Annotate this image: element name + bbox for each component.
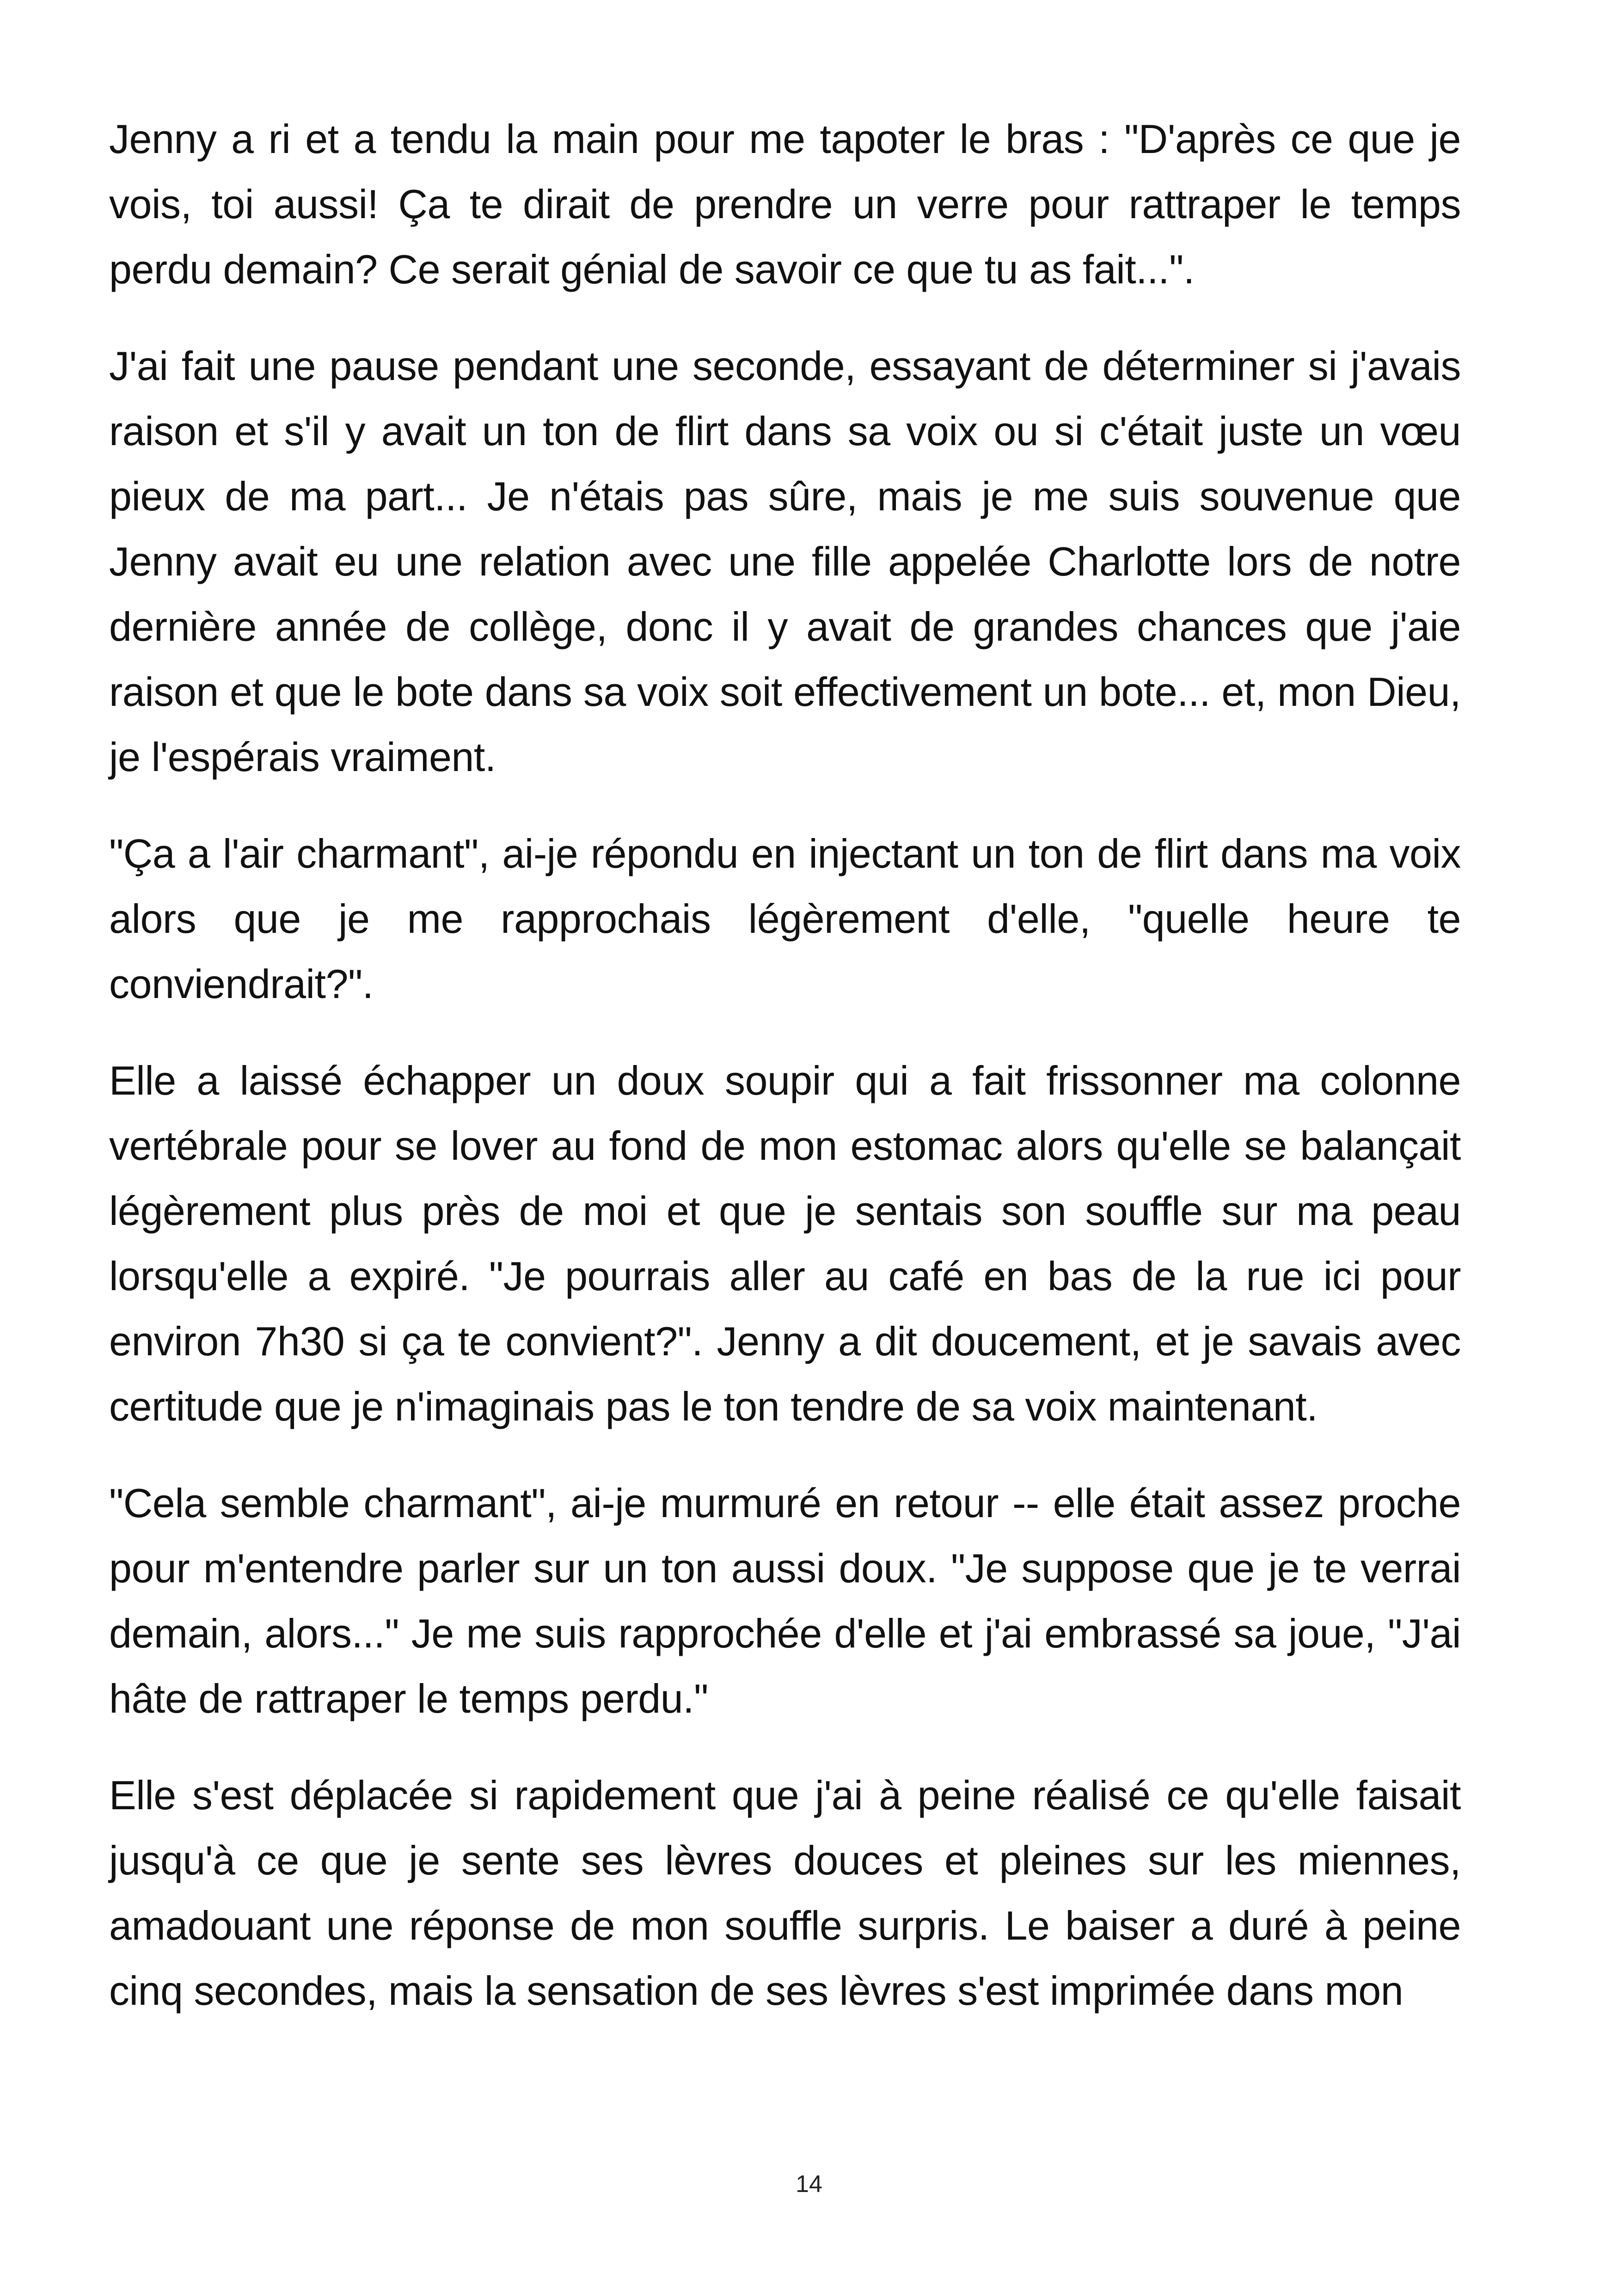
paragraph: J'ai fait une pause pendant une seconde, essayant de déterminer si j'avais raison et s'il y avait un ton de flirt dans sa voix ou si c'était juste un vœu pieux de ma part... Je n'étais pas sûre, mais je me suis souvenue que Jenny avait eu une relation avec une fille appelée Charlotte lors de notre dernière année de collège, donc il y avait de grandes chances que j'aie raison et que le bote dans sa voix soit effectivement un bote... et, mon Dieu, je l'espérais vraiment. <box>109 343 1461 780</box>
page-number: 14 <box>796 2171 822 2198</box>
paragraph: "Ça a l'air charmant", ai-je répondu en injectant un ton de flirt dans ma voix alors que je me rapprochais légèrement d'elle, "quelle heure te conviendrait?". <box>109 831 1461 1007</box>
paragraph: Elle a laissé échapper un doux soupir qui a fait frissonner ma colonne vertébrale pour se lover au fond de mon estomac alors qu'elle se balançait légèrement plus près de moi et que je sentais son souffle sur ma peau lorsqu'elle a expiré. "Je pourrais aller au café en bas de la rue ici pour environ 7h30 si ça te convient?". Jenny a dit doucement, et je savais avec certitude que je n'imaginais pas le ton tendre de sa voix maintenant. <box>109 1058 1461 1429</box>
paragraph: Elle s'est déplacée si rapidement que j'ai à peine réalisé ce qu'elle faisait jusqu'à ce que je sente ses lèvres douces et pleines sur les miennes, amadouant une réponse de mon souffle surpris. Le baiser a duré à peine cinq secondes, mais la sensation de ses lèvres s'est imprimée dans mon <box>109 1772 1461 2014</box>
paragraph: "Cela semble charmant", ai-je murmuré en retour -- elle était assez proche pour m'entendre parler sur un ton aussi doux. "Je suppose que je te verrai demain, alors..." Je me suis rapprochée d'elle et j'ai embrassé sa joue, "J'ai hâte de rattraper le temps perdu." <box>109 1480 1461 1721</box>
paragraph: Jenny a ri et a tendu la main pour me tapoter le bras : "D'après ce que je vois, toi aussi! Ça te dirait de prendre un verre pour rattraper le temps perdu demain? Ce serait génial de savoir ce que tu as fait...". <box>109 116 1461 292</box>
body-text <box>109 106 1461 2055</box>
